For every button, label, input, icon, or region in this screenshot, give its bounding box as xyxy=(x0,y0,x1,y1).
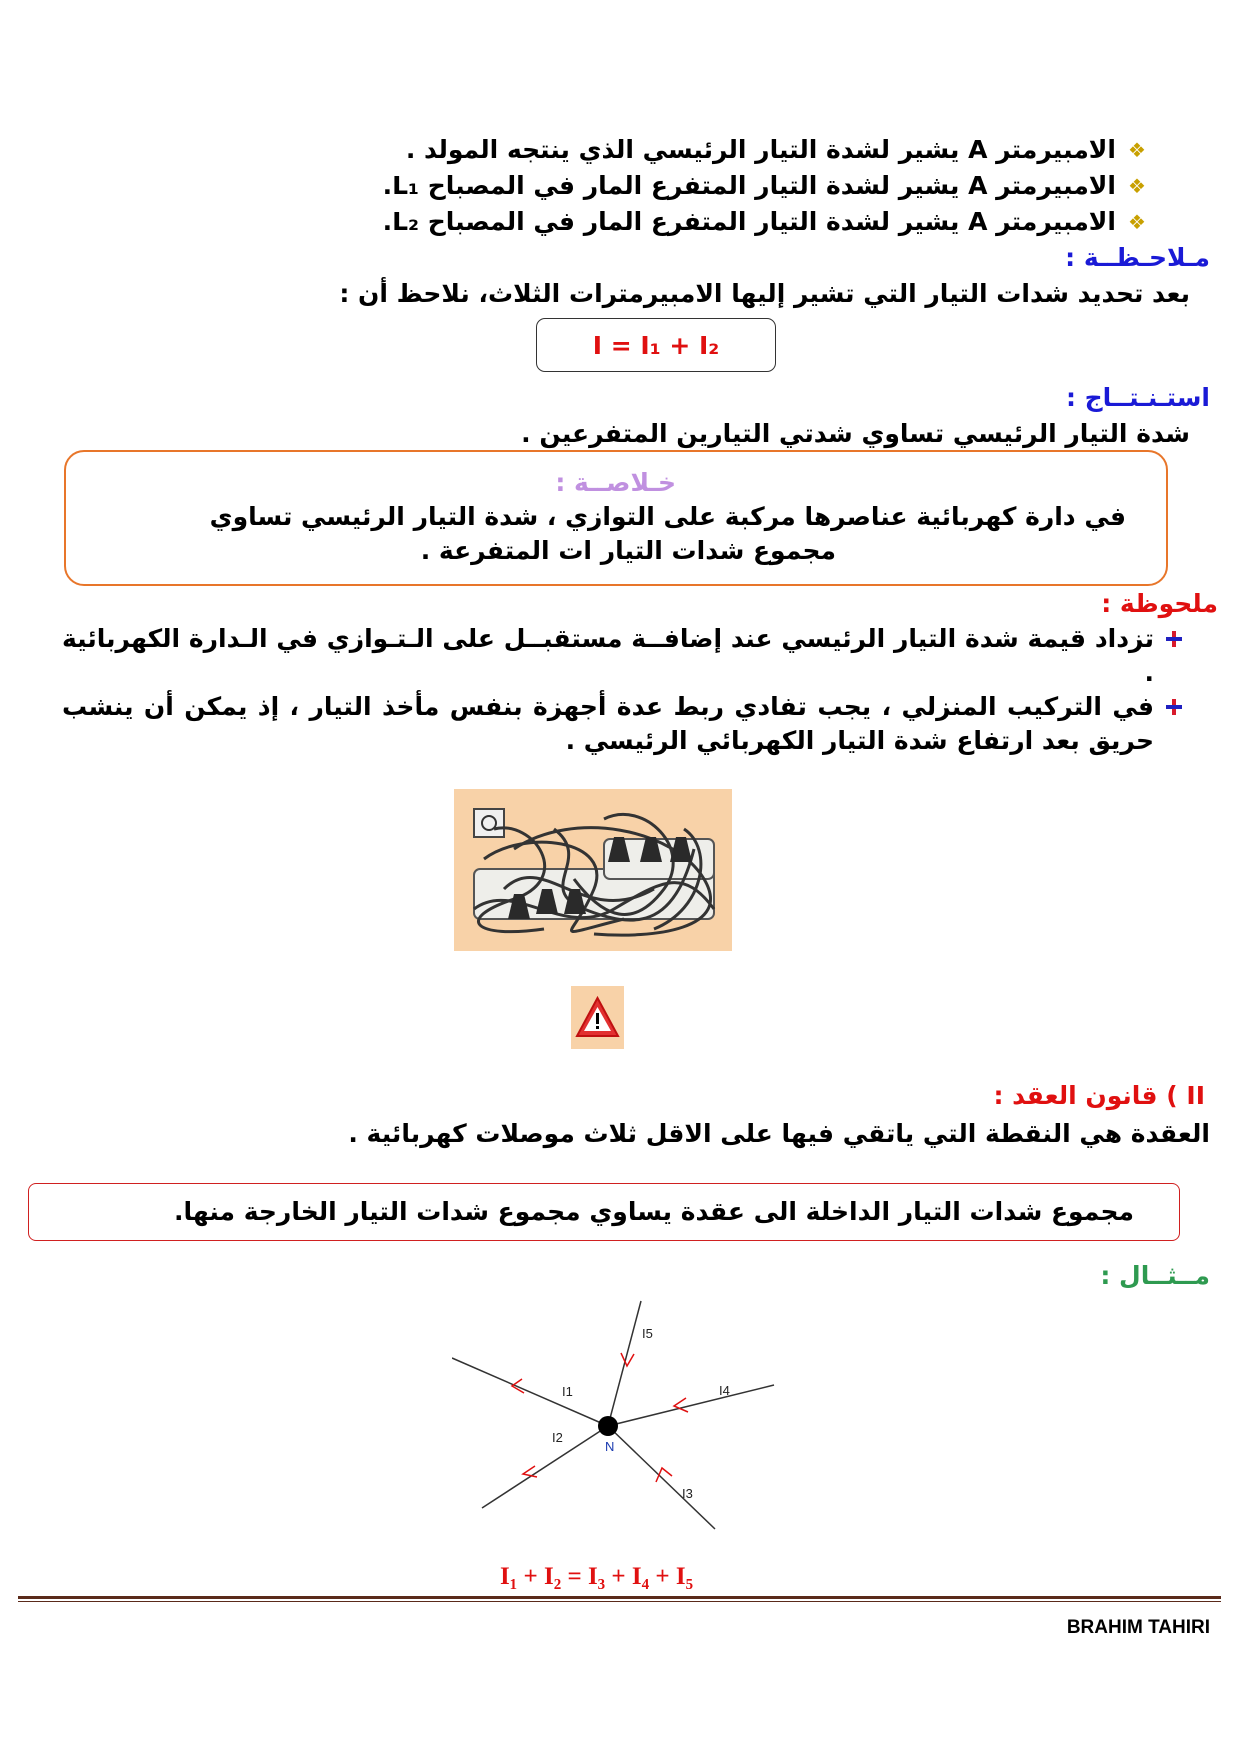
node-label: N xyxy=(605,1439,615,1454)
summary-box xyxy=(64,450,1168,586)
diamond-bullet-icon: ❖ xyxy=(1128,210,1146,234)
bullet-item xyxy=(248,204,1148,240)
branch-label-i5: I5 xyxy=(642,1326,653,1341)
formula-box xyxy=(536,318,776,372)
bullet-item xyxy=(248,168,1148,204)
branch-i2-line xyxy=(482,1426,608,1508)
node-point xyxy=(598,1416,618,1436)
branch-i4-line xyxy=(608,1385,774,1426)
node-diagram xyxy=(452,1296,782,1536)
summary-line2: مجموع شدات التيار ات المتفرعة . xyxy=(420,536,836,565)
branch-i5-line xyxy=(608,1301,641,1426)
bullet-text: الامبيرمتر A يشير لشدة التيار المتفرع المار في المصباح L₂. xyxy=(382,207,1116,236)
formula-text: I = I₁ + I₂ xyxy=(592,330,720,360)
summary-line1: في دارة كهربائية عناصرها مركبة على التوازي ، شدة التيار الرئيسي تساوي xyxy=(209,502,1126,531)
note-item xyxy=(62,622,1182,690)
section2-heading: II ) قانون العقد : xyxy=(993,1081,1205,1110)
branch-label-i1: I1 xyxy=(562,1384,573,1399)
bullet-text: الامبيرمتر A يشير لشدة التيار المتفرع المار في المصباح L₁. xyxy=(382,171,1116,200)
summary-heading: خـلاصــة : xyxy=(555,468,676,497)
branch-i1-line xyxy=(452,1358,608,1426)
note-item-text: في التركيب المنزلي ، يجب تفادي ربط عدة أجهزة بنفس مأخذ التيار ، إذ يمكن أن ينشب حريق بعد ارتفاع شدة التيار الكهربائي الرئيسي . xyxy=(62,692,1154,755)
bullet-text: الامبيرمتر A يشير لشدة التيار الرئيسي الذي ينتجه المولد . xyxy=(405,135,1116,164)
section2-definition: العقدة هي النقطة التي ياتقي فيها على الاقل ثلاث موصلات كهربائية . xyxy=(348,1119,1210,1148)
branch-label-i3: I3 xyxy=(682,1486,693,1501)
remark-heading: مـلاحـظــة : xyxy=(1065,243,1210,272)
plus-bullet-icon xyxy=(1166,699,1182,715)
warning-triangle-icon xyxy=(571,986,624,1049)
note-item-text: تزداد قيمة شدة التيار الرئيسي عند إضافــة مستقبــل على الـتـوازي في الـدارة الكهربائية . xyxy=(62,624,1154,687)
plus-bullet-icon xyxy=(1166,631,1182,647)
footer-divider xyxy=(18,1596,1221,1599)
remark-text: بعد تحديد شدات التيار التي تشير إليها الامبيرمترات الثلاث، نلاحظ أن : xyxy=(339,279,1190,308)
arrow-i2-icon xyxy=(523,1466,537,1477)
diamond-bullet-icon: ❖ xyxy=(1128,138,1146,162)
note-heading: ملحوظة : xyxy=(1101,589,1218,618)
note-list xyxy=(62,622,1182,758)
note-item xyxy=(62,690,1182,758)
outlet-overload-illustration xyxy=(454,789,732,951)
branch-i3-line xyxy=(608,1426,715,1529)
footer-divider-thin xyxy=(18,1601,1221,1602)
author-name: BRAHIM TAHIRI xyxy=(1066,1617,1210,1638)
diamond-bullet-icon: ❖ xyxy=(1128,174,1146,198)
branch-label-i2: I2 xyxy=(552,1430,563,1445)
example-heading: مــثــال : xyxy=(1100,1261,1210,1290)
ammeter-bullet-list xyxy=(248,132,1148,240)
branch-label-i4: I4 xyxy=(719,1383,730,1398)
conclusion-heading: استـنـتــاج : xyxy=(1065,383,1210,412)
final-equation: I₁ + I₂ = I₃ + I₄ + I₅ xyxy=(500,1563,694,1590)
conclusion-text: شدة التيار الرئيسي تساوي شدتي التيارين المتفرعين . xyxy=(521,419,1190,448)
law-text: مجموع شدات التيار الداخلة الى عقدة يساوي مجموع شدات التيار الخارجة منها. xyxy=(173,1197,1134,1226)
bullet-item xyxy=(248,132,1148,168)
law-box xyxy=(28,1183,1180,1241)
